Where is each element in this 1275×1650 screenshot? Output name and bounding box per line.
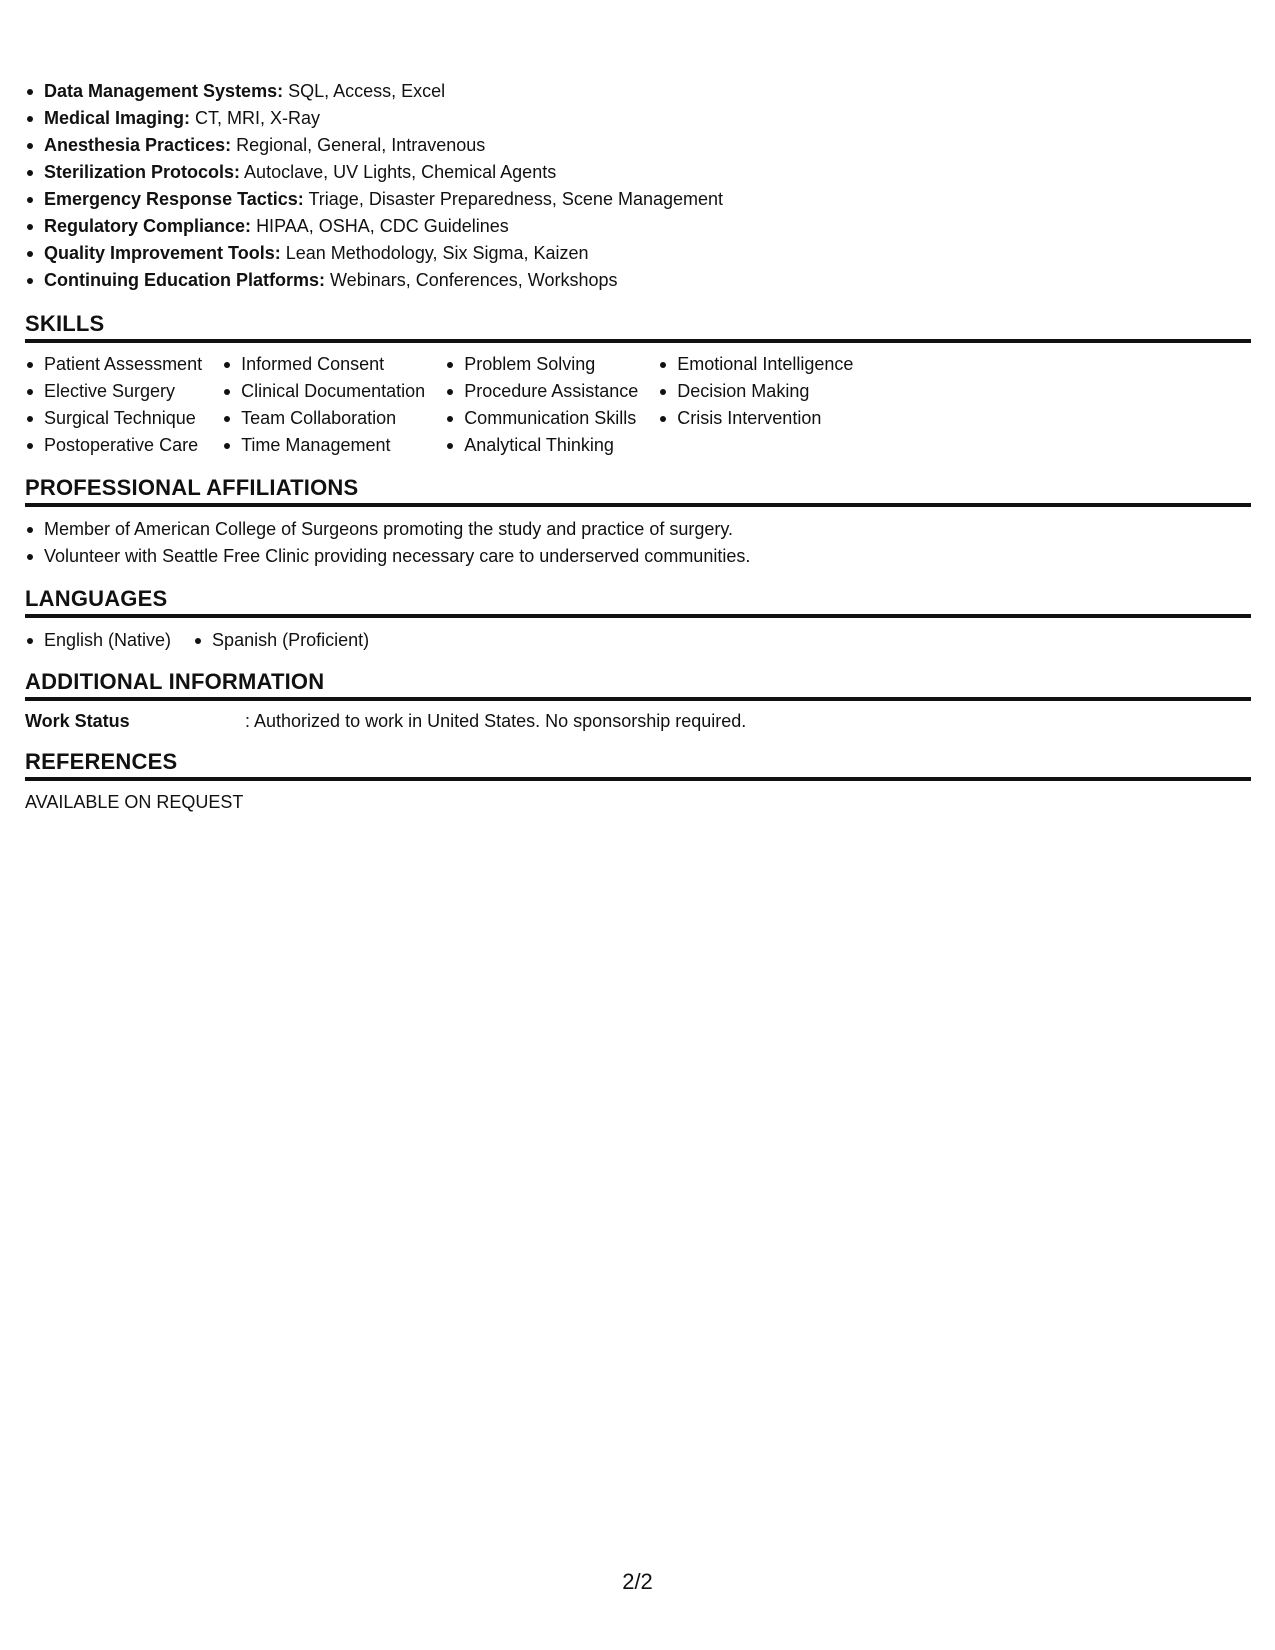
list-item: Patient Assessment: [25, 351, 202, 378]
list-item: Emotional Intelligence: [658, 351, 853, 378]
tech-label: Continuing Education Platforms:: [44, 270, 325, 290]
references-text: AVAILABLE ON REQUEST: [25, 792, 244, 812]
list-item: [25, 240, 723, 267]
list-item: Time Management: [222, 432, 425, 459]
tech-value: SQL, Access, Excel: [288, 81, 446, 101]
work-status-value: : Authorized to work in United States. No sponsorship required.: [245, 711, 747, 731]
tech-value: Regional, General, Intravenous: [236, 135, 486, 155]
list-item: [25, 186, 723, 213]
skills-column: [25, 351, 202, 459]
tech-value: Autoclave, UV Lights, Chemical Agents: [244, 162, 557, 182]
list-item: Team Collaboration: [222, 405, 425, 432]
work-status-label: Work Status: [25, 711, 130, 731]
affiliations-heading: PROFESSIONAL AFFILIATIONS: [25, 474, 1251, 507]
list-item: English (Native): [25, 627, 171, 654]
list-item: Analytical Thinking: [445, 432, 638, 459]
tech-value: HIPAA, OSHA, CDC Guidelines: [256, 216, 509, 236]
list-item: [25, 105, 723, 132]
list-item: Procedure Assistance: [445, 378, 638, 405]
list-item: Crisis Intervention: [658, 405, 853, 432]
languages-heading: LANGUAGES: [25, 585, 1251, 618]
list-item: [25, 267, 723, 294]
list-item: [25, 132, 723, 159]
list-item: Clinical Documentation: [222, 378, 425, 405]
tech-label: Anesthesia Practices:: [44, 135, 232, 155]
list-item: Informed Consent: [222, 351, 425, 378]
list-item: Surgical Technique: [25, 405, 202, 432]
page-number: 2/2: [622, 1569, 653, 1594]
list-item: Volunteer with Seattle Free Clinic providing necessary care to underserved communities.: [25, 543, 750, 570]
list-item: Postoperative Care: [25, 432, 202, 459]
skills-heading: SKILLS: [25, 310, 1251, 343]
tech-value: Webinars, Conferences, Workshops: [330, 270, 618, 290]
additional-info-heading: ADDITIONAL INFORMATION: [25, 668, 1251, 701]
skills-column: [445, 351, 638, 459]
tech-label: Quality Improvement Tools:: [44, 243, 281, 263]
tech-value: Triage, Disaster Preparedness, Scene Management: [308, 189, 724, 209]
languages-list: [25, 627, 391, 654]
list-item: [25, 159, 723, 186]
list-item: [25, 213, 723, 240]
list-item: Member of American College of Surgeons promoting the study and practice of surgery.: [25, 516, 750, 543]
skills-grid: [25, 351, 873, 459]
list-item: [25, 78, 723, 105]
references-heading: REFERENCES: [25, 748, 1251, 781]
technical-skills-list: [25, 78, 723, 294]
tech-label: Medical Imaging:: [44, 108, 191, 128]
work-status-row: [25, 708, 746, 735]
tech-label: Regulatory Compliance:: [44, 216, 252, 236]
skills-column: [658, 351, 853, 459]
tech-value: CT, MRI, X-Ray: [195, 108, 321, 128]
list-item: Elective Surgery: [25, 378, 202, 405]
list-item: Decision Making: [658, 378, 853, 405]
list-item: Problem Solving: [445, 351, 638, 378]
tech-label: Sterilization Protocols:: [44, 162, 241, 182]
affiliations-list: [25, 516, 750, 570]
tech-value: Lean Methodology, Six Sigma, Kaizen: [285, 243, 589, 263]
tech-label: Emergency Response Tactics:: [44, 189, 304, 209]
skills-column: [222, 351, 425, 459]
tech-label: Data Management Systems:: [44, 81, 284, 101]
list-item: Spanish (Proficient): [193, 627, 369, 654]
list-item: Communication Skills: [445, 405, 638, 432]
